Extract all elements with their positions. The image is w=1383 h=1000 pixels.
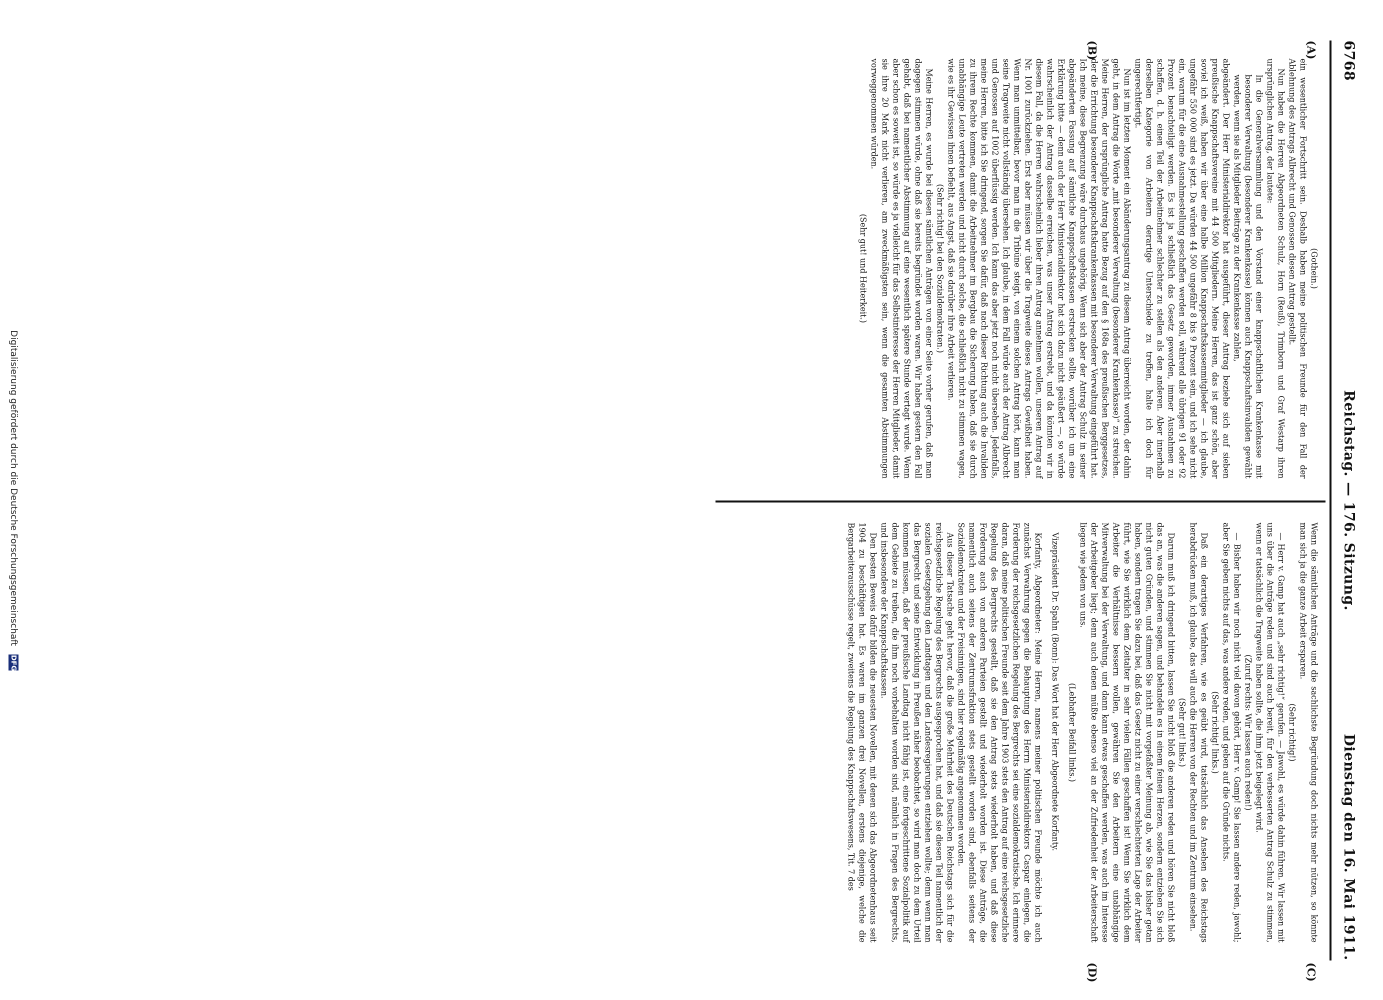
paragraph: (Sehr gut! links.) (1177, 697, 1186, 767)
right-column (845, 522, 1319, 942)
paragraph: Vizepräsident Dr. Spahn (Bonn): Das Wort hat der Herr Abgeordnete Korfanty. (1050, 532, 1059, 851)
column-divider (715, 500, 1325, 502)
paragraph: Nun haben die Herren Abgeordneten Schulz, Horn (Reuß), Trimborn und Graf Westarp ihren ursprünglichen Antrag, der lautete: (1265, 58, 1285, 478)
margin-marker-b: (B) (1085, 40, 1098, 60)
page-number: 6768 (1340, 40, 1356, 81)
header-rule (1329, 40, 1331, 960)
paragraph: Darum muß ich dringend bitten, lassen Sie nicht bloß die anderen reden und hören Sie nicht bloß das an, was die anderen sagen, und behandeln es in einem feinen Herzen, sondern entziehen Sie sich nicht guten Gründen, und stimmen Sie nicht mit vorgefaßter Meinung ab, wie Sie das bisher getan haben, sondern tragen Sie dazu bei, daß das Gesetz nicht zu einer verschlechterten Lage der Arbeiter führt, wie Sie wirklich dem Zeitalter in sehr vielen Fällen geschaffen ist! Wenn Sie wirklich dem Arbeiter die Verhältnisse bessern wollen, gewähren Sie den Arbeitern eine unabhängige Mitverwaltung bei der Verwaltung, und dann kann etwas geschaffen werden, was auch im Interesse der Arbeitgeber liegt; denn auch denen müßte ebenso viel an der Zufriedenheit der Arbeiterschaft liegen wie jedem von uns. (1078, 522, 1175, 942)
page-footer (8, 0, 19, 1000)
paragraph: Meine Herren, es wurde bei diesen sämtlichen Anträgen von einer Seite vorher gerufen, daß man dagegen stimmen würde, ohne daß sie bereits begründet worden waren. Wir haben gestern den Fall gehabt, daß bei namentlicher Abstimmung auf eine wesentlich spätere Stunde vertagt wurde. Wenn aber schon es soweit ist, so würde es ja vielleicht für das Selbstinteresse der Herren Mitglieder, damit sie ihre 20 Mark nicht verlieren, am zweckmäßigsten sein, wenn die gesamten Abstimmungen vorweggenommen würden. (869, 58, 933, 478)
paragraph: ein wesentlicher Fortschritt sein. Deshalb haben meine politischen Freunde für den Fall der Ablehnung des Antrags Albrecht und Genossen diesen Antrag gestellt. (1287, 58, 1307, 478)
paragraph: Nun ist im letzten Moment ein Abänderungsantrag zu diesem Antrag überreicht worden, der dahin geht, in dem Antrag die Worte „mit besonderer Verwaltung (besonderer Krankenkasse)“ zu streichen. Meine Herren, der ursprüngliche Antrag hatte Bezug auf den § 168a des preußischen Berggesetzes, der die Errichtung besonderer Knappschaftskrankenkassen mit besonderer Verwaltung eingeführt hat. Ich meine, diese Begrenzung wäre durchaus ungehörig. Wenn sich aber der Antrag Schulz in seiner abgeänderten Fassung auf sämtliche Knappschaftskassen erstrecken sollte, worüber ich um eine Erklärung bitte — denn auch der Herr Ministerialdirektor hat sich dazu nicht geäußert —, so würde wahrscheinlich der Antrag dasselbe erreichen, was unser Antrag erstrebt, und da könnten wir in diesem Fall, da die Herren wahrscheinlich lieber ihren Antrag annehmen wollen, unseren Antrag auf Nr. 1001 zurückziehen. Erst aber müssen wir über die Tragweite dieses Antrags Gewißheit haben. Wenn man unmittelbar, bevor man in die Tribüne steigt, von einem solchen Antrag hört, kann man seine Tragweite nicht vollständig übersehen. Ich glaube, in dem Fall würde auch der Antrag Albrecht und Genossen auf 1002 überflüssig werden. Ich kann das aber jetzt noch nicht übersehen. Jedenfalls, meine Herren, bitte ich Sie dringend, sorgen Sie dafür, daß nach dieser Richtung auch die Invaliden zu ihrem Rechte kommen, damit die Arbeitnehmer im Bergbau die Sicherung haben, daß sie durch unabhängige Leute vertreten werden und nicht durch solche, die schließlich nicht zu stimmen wagen, wie es ihr Gewissen ihnen befiehlt, aus Angst, daß sie darüber ihre Arbeit verlieren. (946, 58, 1131, 478)
funding-note: Digitalisierung gefördert durch die Deutsche Forschungsgemeinschaft (7, 329, 18, 646)
paragraph: Korfanty, Abgeordneter: Meine Herren, namens meiner politischen Freunde möchte ich auch zunächst Verwahrung gegen die Behauptung des Herrn Ministerialdirektors Caspar einlegen, die Forderung der reichsgesetzlichen Regelung des Bergrechts sei eine sozialdemokratische. Ich erinnere daran, daß meine politischen Freunde seit dem Jahre 1903 stets den Antrag auf eine reichsgesetzliche Regelung des Bergrechts gestellt, daß sie den Antrag stets wiederholt haben, und daß diese Forderung auch von anderen Parteien gestellt und wiederholt worden ist. Diese Anträge, die namentlich auch seitens der Zentrumsfraktion stets gestellt worden sind, ebenfalls seitens der Sozialdemokraten und der Freisinnigen, sind hier regelmäßig angenommen worden. (956, 522, 1042, 942)
left-column (857, 58, 1319, 478)
paragraph: Daß ein derartiges Verfahren, wie es geübt wird, tatsächlich das Ansehen des Reichstags herabdrücken muß, ich glaube, das will auch die Herren von der Rechten und im Zentrum einsehen. (1188, 522, 1208, 942)
paragraph: (Sehr richtig! bei den Sozialdemokraten.) (935, 183, 944, 353)
margin-marker-a: (A) (1304, 40, 1317, 59)
dfg-logo: DFG (9, 654, 17, 671)
paragraph: abgeändert. Der Herr Ministerialdirektor hat ausgeführt, dieser Antrag beziehe sich auf sieben preußische Knappschaftsvereine mit 44 500 Mitgliedern. Meine Herren, das ist ganz schön, aber soviel ich weiß, haben wir über eine halbe Million Knappschaftskassenmitglieder — ich glaube, ungefähr 550 000 sind es jetzt. Da würden 44 500 ungefähr 8 bis 9 Prozent sein, und ich sehe nicht ein, warum für die eine Ausnahmestellung geschaffen werden soll, während alle übrigen 91 oder 92 Prozent benachteiligt werden. Es ist ja schließlich das Gesetz geworden, immer Ausnahmen zu schaffen, d. h. einen Teil der Arbeitnehmer schlechter zu stellen als den anderen. Aber innerhalb derselben Kategorie von Arbeitern derartige Unterschiede zu treffen, halte ich doch für ungerechtfertigt. (1133, 58, 1230, 478)
session-date: Dienstag den 16. Mai 1911. (1340, 733, 1356, 960)
running-title: Reichstag. — 176. Sitzung. (1340, 389, 1356, 611)
margin-marker-d: (D) (1085, 962, 1098, 982)
page-header (1333, 40, 1365, 960)
paragraph: (Zuruf rechts: Wir lassen auch reden!) (1243, 653, 1252, 811)
paragraph: Aus dieser Tatsache geht hervor, daß die große Mehrheit des Deutschen Reichstags sich für die reichsgesetzliche Regelung des Bergrechts ausgesprochen hat, und daß sie diesen Teil namentlich der sozialen Gesetzgebung den Landtagen und den Landesregierungen entziehen wollte; denn wenn man das Bergrecht und seine Entwicklung in Preußen näher beobachtet, so wird man doch zu dem Urteil kommen müssen, daß der preußische Landtag nicht fähig ist, eine fortgeschrittene Sozialpolitik auf dem Gebiete zu treiben, die ihm noch vorbehalten worden sind, nämlich in Fragen des Bergrechts, und insbesondere der Knappschaftskassen. (879, 522, 954, 942)
paragraph: (Sehr gut! und Heiterkeit.) (858, 213, 867, 323)
paragraph: (Sehr richtig!) (1287, 702, 1296, 762)
margin-marker-c: (C) (1304, 962, 1317, 982)
paragraph: Wenn die sämtlichen Anträge und die sachlichste Begründung doch nichts mehr nützen, so könnte man sich ja die ganze Arbeit ersparen. (1298, 522, 1318, 942)
paragraph: (Lebhafter Beifall links.) (1067, 682, 1076, 782)
paragraph: Den besten Beweis dafür bilden die neuesten Novellen, mit denen sich das Abgeordnetenhaus seit 1904 zu beschäftigen hat. Es waren im ganzen drei Novellen, erstens diejenige, welche die Bergarbeiterausschüsse regelt, zweitens die Regelung des Knappschaftswesens, Tit. 7 des (846, 522, 877, 942)
paragraph: (Gothein.) (1309, 247, 1318, 289)
paragraph: — Herr v. Gamp hat auch „sehr richtig!“ gerufen. — Jawohl, es würde dahin führen. Wir lassen mit uns über die Anträge reden und sind auch bereit, für den verbesserten Antrag Schulz zu stimmen, wenn er tatsächlich die Tragweite haben sollte, die ihm jetzt beigelegt wird. (1254, 522, 1285, 942)
paragraph: (Sehr richtig! links.) (1210, 690, 1219, 774)
paragraph: In die Generalversammlung und den Vorstand einer knappschaftlichen Krankenkasse mit besonderer Verwaltung (besonderer Krankenkasse) können auch Knappschaftsinvaliden gewählt werden, wenn sie als Mitglieder Beiträge zu der Krankenkasse zahlen, (1232, 74, 1263, 478)
paragraph: — Bisher haben wir noch nicht viel davon gehört, Herr v. Gamp! Sie lassen andere reden, jawohl; aber Sie geben nichts auf das, was andere reden, und geben auf die Gründe nichts. (1221, 522, 1241, 942)
